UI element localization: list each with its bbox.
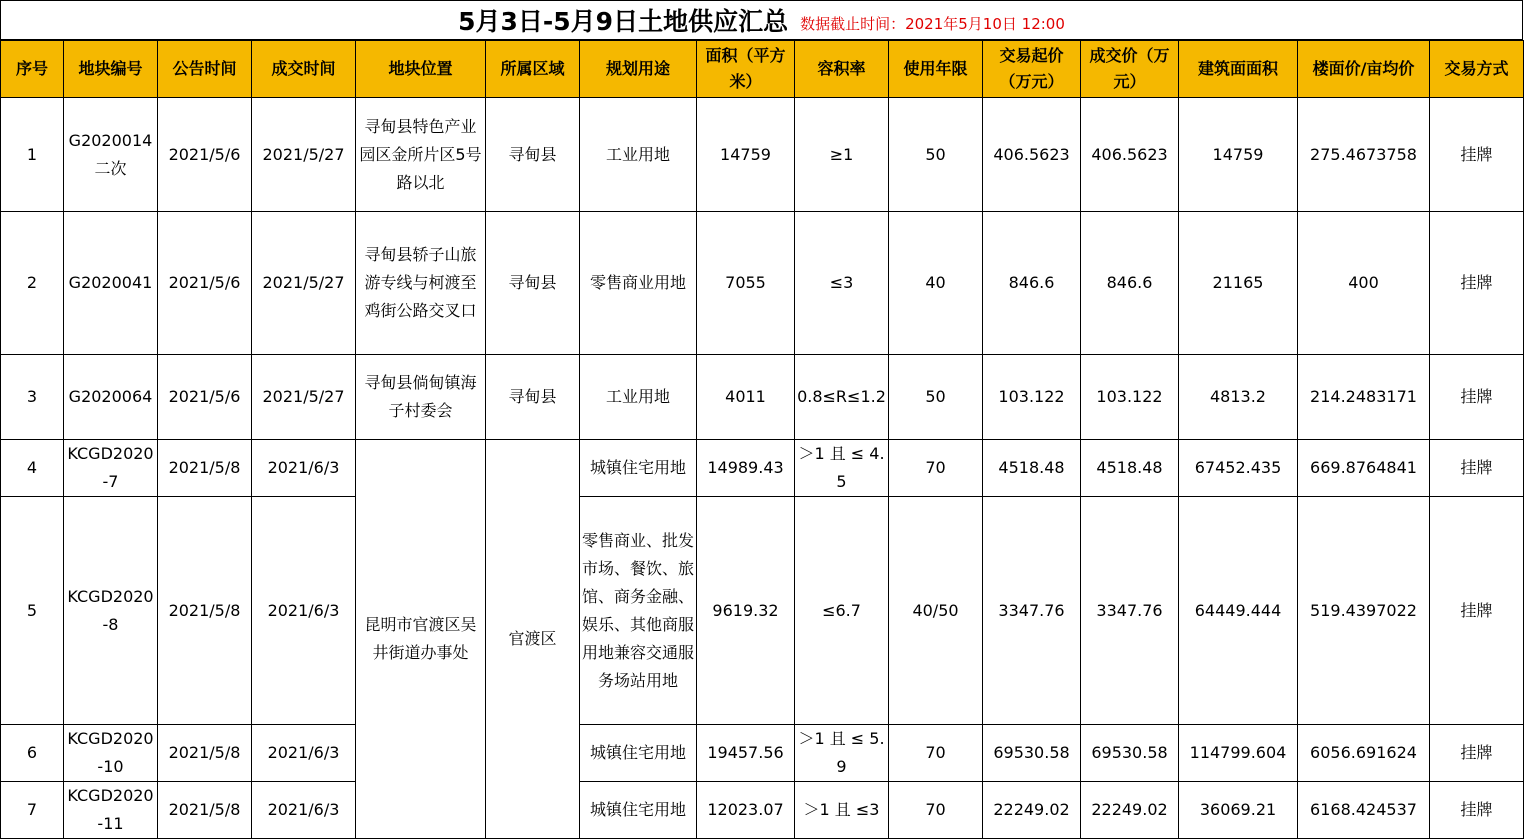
- start-price: 103.122: [983, 355, 1081, 440]
- trade-method: 挂牌: [1430, 212, 1524, 355]
- header-row: [1, 41, 1524, 98]
- unit-price: 669.8764841: [1298, 440, 1430, 497]
- planned-use: 城镇住宅用地: [580, 782, 697, 839]
- parcel-code: G2020041: [64, 212, 158, 355]
- parcel-code: G2020064: [64, 355, 158, 440]
- parcel-code: KCGD2020-11: [64, 782, 158, 839]
- parcel-region: 寻甸县: [486, 98, 580, 212]
- parcel-area: 14759: [697, 98, 795, 212]
- header-cell: 成交时间: [252, 41, 356, 98]
- floor-area-ratio: ≥1: [795, 98, 889, 212]
- table-row: [1, 355, 1524, 440]
- header-cell: 地块编号: [64, 41, 158, 98]
- deal-date: 2021/6/3: [252, 497, 356, 725]
- row-number: 2: [1, 212, 64, 355]
- page-title: 5月3日-5月9日土地供应汇总: [458, 7, 789, 36]
- table-row: [1, 497, 1524, 725]
- trade-method: 挂牌: [1430, 725, 1524, 782]
- building-area: 64449.444: [1179, 497, 1298, 725]
- parcel-area: 9619.32: [697, 497, 795, 725]
- building-area: 4813.2: [1179, 355, 1298, 440]
- planned-use: 零售商业用地: [580, 212, 697, 355]
- unit-price: 6168.424537: [1298, 782, 1430, 839]
- parcel-location: 寻甸县特色产业园区金所片区5号路以北: [356, 98, 486, 212]
- parcel-location-merged: 昆明市官渡区吴井街道办事处: [356, 440, 486, 839]
- floor-area-ratio: ＞1 且 ≤3: [795, 782, 889, 839]
- header-cell: 所属区域: [486, 41, 580, 98]
- announce-date: 2021/5/8: [158, 440, 252, 497]
- unit-price: 400: [1298, 212, 1430, 355]
- header-cell: 成交价（万元）: [1081, 41, 1179, 98]
- trade-method: 挂牌: [1430, 440, 1524, 497]
- unit-price: 519.4397022: [1298, 497, 1430, 725]
- planned-use: 城镇住宅用地: [580, 440, 697, 497]
- deal-date: 2021/5/27: [252, 212, 356, 355]
- trade-method: 挂牌: [1430, 782, 1524, 839]
- planned-use: 工业用地: [580, 355, 697, 440]
- planned-use: 零售商业、批发市场、餐饮、旅馆、商务金融、娱乐、其他商服用地兼容交通服务场站用地: [580, 497, 697, 725]
- row-number: 1: [1, 98, 64, 212]
- row-number: 6: [1, 725, 64, 782]
- announce-date: 2021/5/6: [158, 98, 252, 212]
- parcel-location: 寻甸县倘甸镇海子村委会: [356, 355, 486, 440]
- deal-price: 103.122: [1081, 355, 1179, 440]
- deal-price: 3347.76: [1081, 497, 1179, 725]
- land-supply-table: [0, 40, 1524, 839]
- row-number: 5: [1, 497, 64, 725]
- deal-price: 69530.58: [1081, 725, 1179, 782]
- deal-date: 2021/6/3: [252, 782, 356, 839]
- deal-price: 846.6: [1081, 212, 1179, 355]
- planned-use: 工业用地: [580, 98, 697, 212]
- parcel-code: KCGD2020-10: [64, 725, 158, 782]
- start-price: 846.6: [983, 212, 1081, 355]
- deal-price: 22249.02: [1081, 782, 1179, 839]
- start-price: 69530.58: [983, 725, 1081, 782]
- unit-price: 214.2483171: [1298, 355, 1430, 440]
- building-area: 67452.435: [1179, 440, 1298, 497]
- header-cell: 交易方式: [1430, 41, 1524, 98]
- data-cutoff-note: 数据截止时间：2021年5月10日 12:00: [800, 14, 1065, 33]
- building-area: 114799.604: [1179, 725, 1298, 782]
- parcel-area: 14989.43: [697, 440, 795, 497]
- header-cell: 面积（平方米）: [697, 41, 795, 98]
- header-cell: 序号: [1, 41, 64, 98]
- deal-date: 2021/6/3: [252, 725, 356, 782]
- header-cell: 规划用途: [580, 41, 697, 98]
- announce-date: 2021/5/8: [158, 497, 252, 725]
- header-cell: 容积率: [795, 41, 889, 98]
- unit-price: 275.4673758: [1298, 98, 1430, 212]
- floor-area-ratio: ＞1 且 ≤ 4.5: [795, 440, 889, 497]
- header-cell: 使用年限: [889, 41, 983, 98]
- table-row: [1, 782, 1524, 839]
- announce-date: 2021/5/8: [158, 782, 252, 839]
- trade-method: 挂牌: [1430, 98, 1524, 212]
- header-cell: 建筑面面积: [1179, 41, 1298, 98]
- title-bar: [0, 0, 1523, 40]
- use-years: 70: [889, 782, 983, 839]
- parcel-region-merged: 官渡区: [486, 440, 580, 839]
- trade-method: 挂牌: [1430, 355, 1524, 440]
- parcel-area: 7055: [697, 212, 795, 355]
- building-area: 21165: [1179, 212, 1298, 355]
- planned-use: 城镇住宅用地: [580, 725, 697, 782]
- deal-date: 2021/5/27: [252, 355, 356, 440]
- parcel-region: 寻甸县: [486, 212, 580, 355]
- parcel-area: 12023.07: [697, 782, 795, 839]
- building-area: 14759: [1179, 98, 1298, 212]
- table-row: [1, 725, 1524, 782]
- table-row: [1, 440, 1524, 497]
- announce-date: 2021/5/6: [158, 212, 252, 355]
- table-row: [1, 212, 1524, 355]
- building-area: 36069.21: [1179, 782, 1298, 839]
- row-number: 3: [1, 355, 64, 440]
- parcel-code: G2020014二次: [64, 98, 158, 212]
- announce-date: 2021/5/8: [158, 725, 252, 782]
- start-price: 22249.02: [983, 782, 1081, 839]
- start-price: 4518.48: [983, 440, 1081, 497]
- trade-method: 挂牌: [1430, 497, 1524, 725]
- use-years: 70: [889, 440, 983, 497]
- use-years: 70: [889, 725, 983, 782]
- parcel-code: KCGD2020-8: [64, 497, 158, 725]
- announce-date: 2021/5/6: [158, 355, 252, 440]
- parcel-code: KCGD2020-7: [64, 440, 158, 497]
- deal-price: 406.5623: [1081, 98, 1179, 212]
- row-number: 7: [1, 782, 64, 839]
- use-years: 40: [889, 212, 983, 355]
- parcel-area: 19457.56: [697, 725, 795, 782]
- floor-area-ratio: 0.8≤R≤1.2: [795, 355, 889, 440]
- use-years: 40/50: [889, 497, 983, 725]
- header-cell: 地块位置: [356, 41, 486, 98]
- row-number: 4: [1, 440, 64, 497]
- parcel-region: 寻甸县: [486, 355, 580, 440]
- use-years: 50: [889, 355, 983, 440]
- deal-date: 2021/6/3: [252, 440, 356, 497]
- floor-area-ratio: ＞1 且 ≤ 5.9: [795, 725, 889, 782]
- header-cell: 公告时间: [158, 41, 252, 98]
- header-cell: 交易起价（万元）: [983, 41, 1081, 98]
- table-row: [1, 98, 1524, 212]
- start-price: 406.5623: [983, 98, 1081, 212]
- floor-area-ratio: ≤6.7: [795, 497, 889, 725]
- use-years: 50: [889, 98, 983, 212]
- header-cell: 楼面价/亩均价: [1298, 41, 1430, 98]
- deal-date: 2021/5/27: [252, 98, 356, 212]
- deal-price: 4518.48: [1081, 440, 1179, 497]
- floor-area-ratio: ≤3: [795, 212, 889, 355]
- unit-price: 6056.691624: [1298, 725, 1430, 782]
- parcel-location: 寻甸县轿子山旅游专线与柯渡至鸡街公路交叉口: [356, 212, 486, 355]
- start-price: 3347.76: [983, 497, 1081, 725]
- parcel-area: 4011: [697, 355, 795, 440]
